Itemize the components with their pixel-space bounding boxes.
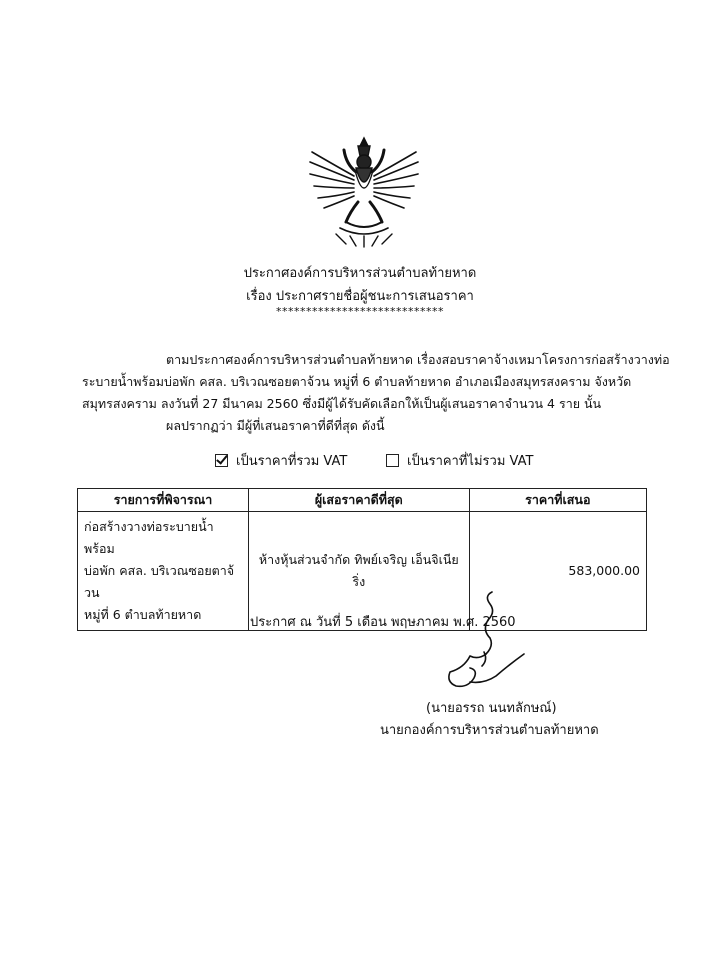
body-line-3: สมุทรสงคราม ลงวันที่ 27 มีนาคม 2560 ซึ่งมีผู้ได้รับคัดเลือกให้เป็นผู้เสนอราคาจำนวน 4 ราย นั้น <box>82 396 602 411</box>
vat-excluded-label: เป็นราคาที่ไม่รวม VAT <box>407 454 534 469</box>
bidder-cell: ห้างหุ้นส่วนจำกัด ทิพย์เจริญ เอ็นจิเนียริ่ง <box>249 512 470 631</box>
announcement-date: ประกาศ ณ วันที่ 5 เดือน พฤษภาคม พ.ศ. 2560 <box>250 615 516 630</box>
body-line-2: ระบายน้ำพร้อมบ่อพัก คสล. บริเวณซอยตาจ้วน หมู่ที่ 6 ตำบลท้ายหาด อำเภอเมืองสมุทรสงคราม จังหวัด <box>82 374 632 389</box>
document-title: ประกาศองค์การบริหารส่วนตำบลท้ายหาด <box>243 266 477 281</box>
price-cell: 583,000.00 <box>469 512 646 631</box>
header-item: รายการที่พิจารณา <box>78 489 249 512</box>
vat-included-option <box>215 450 347 471</box>
checked-checkbox-icon <box>215 454 228 467</box>
table-header-row <box>78 489 647 512</box>
header-price: ราคาที่เสนอ <box>469 489 646 512</box>
vat-included-label: เป็นราคาที่รวม VAT <box>236 454 348 469</box>
item-cell <box>78 512 249 631</box>
empty-checkbox-icon <box>386 454 399 467</box>
bid-results-table <box>77 488 647 631</box>
body-line-1: ตามประกาศองค์การบริหารส่วนตำบลท้ายหาด เรื่องสอบราคาจ้างเหมาโครงการก่อสร้างวางท่อ <box>166 352 670 367</box>
document-subject: เรื่อง ประกาศรายชื่อผู้ชนะการเสนอราคา <box>246 289 474 304</box>
body-line-4: ผลปรากฏว่า มีผู้ที่เสนอราคาที่ดีที่สุด ดังนี้ <box>166 418 385 433</box>
signer-name: (นายอรรถ นนทลักษณ์) <box>426 701 557 716</box>
header-bidder: ผู้เสอราคาดีที่สุด <box>249 489 470 512</box>
handwritten-signature-icon <box>440 590 540 700</box>
item-line: หมู่ที่ 6 ตำบลท้ายหาด <box>84 607 202 622</box>
item-line: บ่อพัก คสล. บริเวณซอยตาจ้วน <box>84 563 235 600</box>
signer-title: นายกองค์การบริหารส่วนตำบลท้ายหาด <box>380 723 599 738</box>
garuda-emblem-icon <box>306 136 422 248</box>
separator-stars: **************************** <box>276 305 444 318</box>
vat-excluded-option <box>386 450 533 471</box>
item-line: ก่อสร้างวางท่อระบายน้ำพร้อม <box>84 519 214 556</box>
